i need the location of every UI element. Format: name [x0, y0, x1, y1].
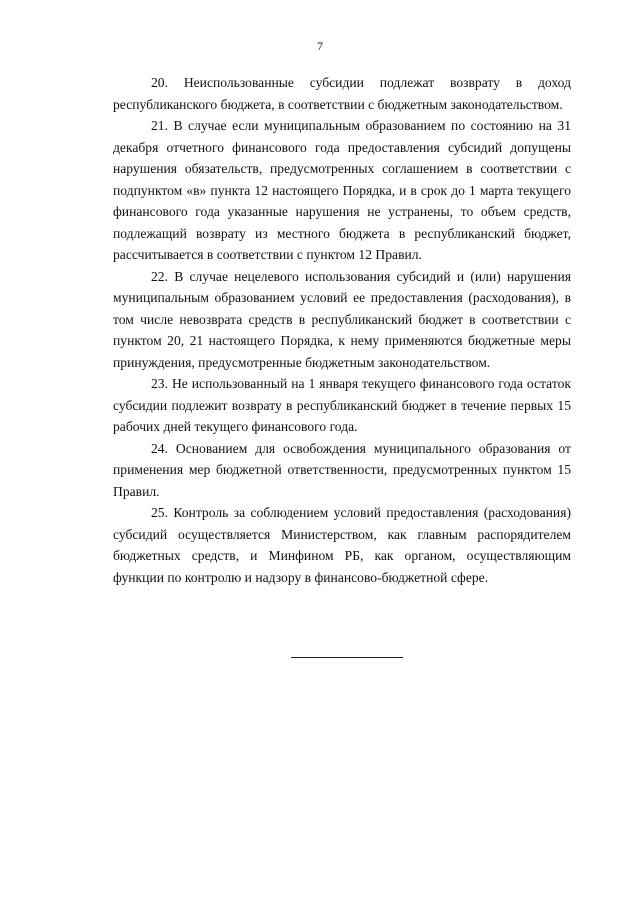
paragraph-23: 23. Не использованный на 1 января текущего финансового года остаток субсидии подлежит возврату в республиканский бюджет в течение первых 15 рабочих дней текущего финансового года.	[113, 376, 571, 434]
page-number: 7	[317, 39, 323, 53]
paragraph-21: 21. В случае если муниципальным образованием по состоянию на 31 декабря отчетного финансового года предоставления субсидий допущены нарушения обязательств, предусмотренных соглашением в соответствии с подпунктом «в» пункта 12 настоящего Порядка, и в срок до 1 марта текущего финансового года указанные нарушения не устранены, то объем средств, подлежащий возврату из местного бюджета в республиканский бюджет, рассчитывается в соответствии с пунктом 12 Правил.	[113, 118, 571, 262]
document-body	[113, 72, 571, 588]
paragraph-25: 25. Контроль за соблюдением условий предоставления (расходования) субсидий осуществляется Министерством, как главным распорядителем бюджетных средств, и Минфином РБ, как органом, осуществляющим функции по контролю и надзору в финансово-бюджетной сфере.	[113, 505, 571, 585]
paragraph-20: 20. Неиспользованные субсидии подлежат возврату в доход республиканского бюджета, в соответствии с бюджетным законодательством.	[113, 75, 571, 112]
closing-divider-line	[291, 657, 403, 658]
paragraph-22: 22. В случае нецелевого использования субсидий и (или) нарушения муниципальным образованием условий ее предоставления (расходования), в том числе невозврата средств в республиканский бюджет в соответствии с пунктом 20, 21 настоящего Порядка, к нему применяются бюджетные меры принуждения, предусмотренные бюджетным законодательством.	[113, 268, 571, 370]
paragraph-24: 24. Основанием для освобождения муниципального образования от применения мер бюджетной ответственности, предусмотренных пунктом 15 Правил.	[113, 440, 571, 499]
